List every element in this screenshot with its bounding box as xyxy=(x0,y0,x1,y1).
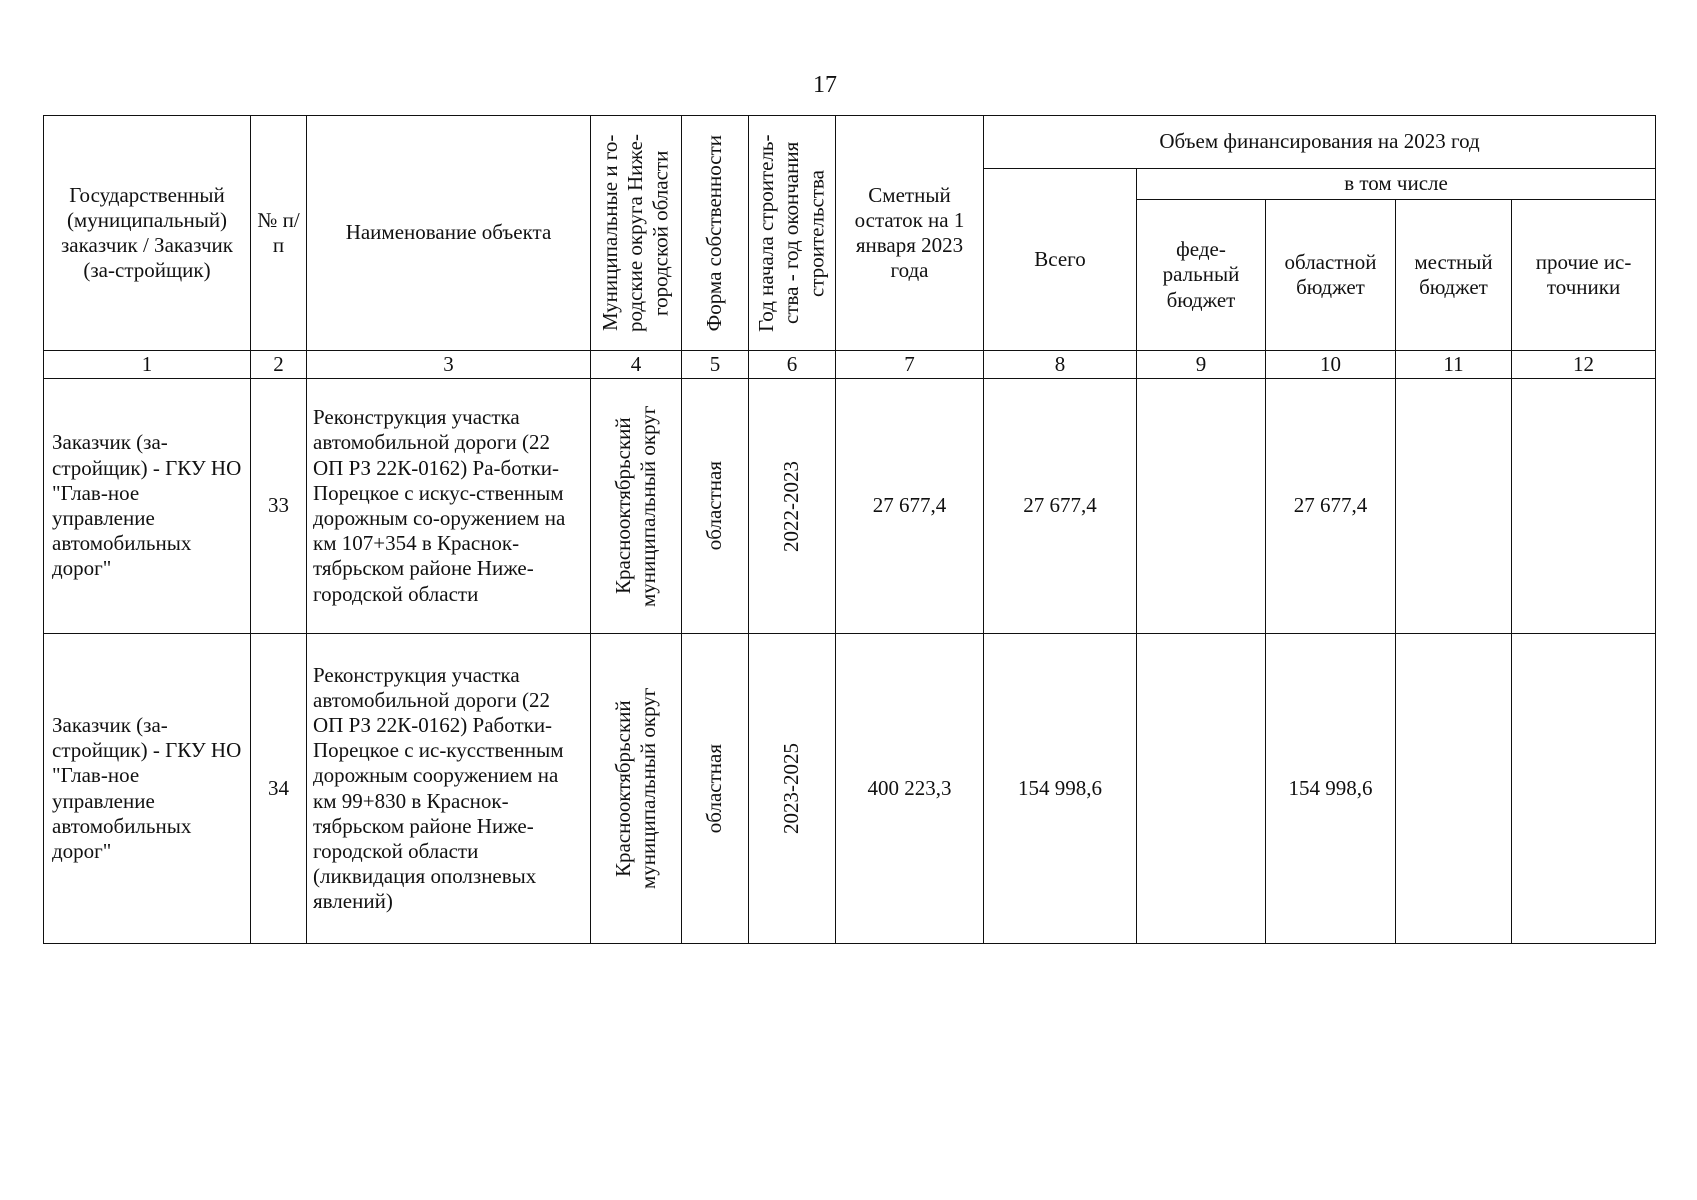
page-number: 17 xyxy=(813,72,837,98)
row-local xyxy=(1396,634,1512,944)
header-regional: областной бюджет xyxy=(1266,200,1396,351)
column-number: 12 xyxy=(1512,351,1656,379)
row-ownership-cell xyxy=(682,379,749,634)
row-municipal: Краснооктябрьский муниципальный округ xyxy=(610,687,660,890)
table-row xyxy=(44,634,1656,944)
header-federal: феде-ральный бюджет xyxy=(1137,200,1266,351)
column-number: 10 xyxy=(1266,351,1396,379)
row-years-cell xyxy=(749,379,836,634)
row-other xyxy=(1512,634,1656,944)
row-estimate: 27 677,4 xyxy=(836,379,984,634)
row-years: 2022-2023 xyxy=(779,460,804,552)
row-customer: Заказчик (за-стройщик) - ГКУ НО "Глав-ное управление автомобильных дорог" xyxy=(44,634,251,944)
header-years-cell xyxy=(749,116,836,351)
row-object-name: Реконструкция участка автомобильной дороги (22 ОП РЗ 22К-0162) Ра-ботки-Порецкое с искус-ственным дорожным со-оружением на км 107+354 в Краснок-тябрьском районе Ниже-городской области xyxy=(307,379,591,634)
header-estimate: Сметный остаток на 1 января 2023 года xyxy=(836,116,984,351)
table-row xyxy=(44,379,1656,634)
header-municipal-cell xyxy=(591,116,682,351)
column-number: 1 xyxy=(44,351,251,379)
row-customer: Заказчик (за-стройщик) - ГКУ НО "Глав-ное управление автомобильных дорог" xyxy=(44,379,251,634)
row-object-name: Реконструкция участка автомобильной дороги (22 ОП РЗ 22К-0162) Работки-Порецкое с ис-кусственным дорожным сооружением на км 99+830 в Краснок-тябрьском районе Ниже-городской области (ликвидация оползневых явлений) xyxy=(307,634,591,944)
row-estimate: 400 223,3 xyxy=(836,634,984,944)
row-years-cell xyxy=(749,634,836,944)
column-number: 9 xyxy=(1137,351,1266,379)
header-other: прочие ис-точники xyxy=(1512,200,1656,351)
row-federal xyxy=(1137,379,1266,634)
row-num: 33 xyxy=(251,379,307,634)
column-number: 2 xyxy=(251,351,307,379)
row-ownership: областная xyxy=(702,743,727,834)
header-num: № п/п xyxy=(251,116,307,351)
column-number: 11 xyxy=(1396,351,1512,379)
row-municipal-cell xyxy=(591,634,682,944)
header-row-1 xyxy=(44,116,1656,169)
header-ownership-cell xyxy=(682,116,749,351)
column-number: 5 xyxy=(682,351,749,379)
column-number: 4 xyxy=(591,351,682,379)
row-total: 154 998,6 xyxy=(984,634,1137,944)
column-number: 6 xyxy=(749,351,836,379)
row-federal xyxy=(1137,634,1266,944)
header-financing: Объем финансирования на 2023 год xyxy=(984,116,1656,169)
column-number: 3 xyxy=(307,351,591,379)
column-numbers-row xyxy=(44,351,1656,379)
header-ownership: Форма собственности xyxy=(702,134,727,332)
row-years: 2023-2025 xyxy=(779,743,804,834)
row-regional: 27 677,4 xyxy=(1266,379,1396,634)
row-total: 27 677,4 xyxy=(984,379,1137,634)
header-municipal: Муниципальные и го-родские округа Ниже-городской области xyxy=(598,134,673,332)
header-customer: Государственный (муниципальный) заказчик / Заказчик (за-стройщик) xyxy=(44,116,251,351)
column-number: 7 xyxy=(836,351,984,379)
row-ownership: областная xyxy=(702,461,727,551)
header-object-name: Наименование объекта xyxy=(307,116,591,351)
row-ownership-cell xyxy=(682,634,749,944)
header-local: местный бюджет xyxy=(1396,200,1512,351)
row-municipal: Краснооктябрьский муниципальный округ xyxy=(610,405,660,607)
row-municipal-cell xyxy=(591,379,682,634)
header-including: в том числе xyxy=(1137,169,1656,200)
header-total: Всего xyxy=(984,169,1137,351)
header-years: Год начала строитель-ства - год окончания строительства xyxy=(754,134,829,332)
row-num: 34 xyxy=(251,634,307,944)
row-other xyxy=(1512,379,1656,634)
column-number: 8 xyxy=(984,351,1137,379)
financing-table xyxy=(43,115,1656,944)
row-regional: 154 998,6 xyxy=(1266,634,1396,944)
row-local xyxy=(1396,379,1512,634)
